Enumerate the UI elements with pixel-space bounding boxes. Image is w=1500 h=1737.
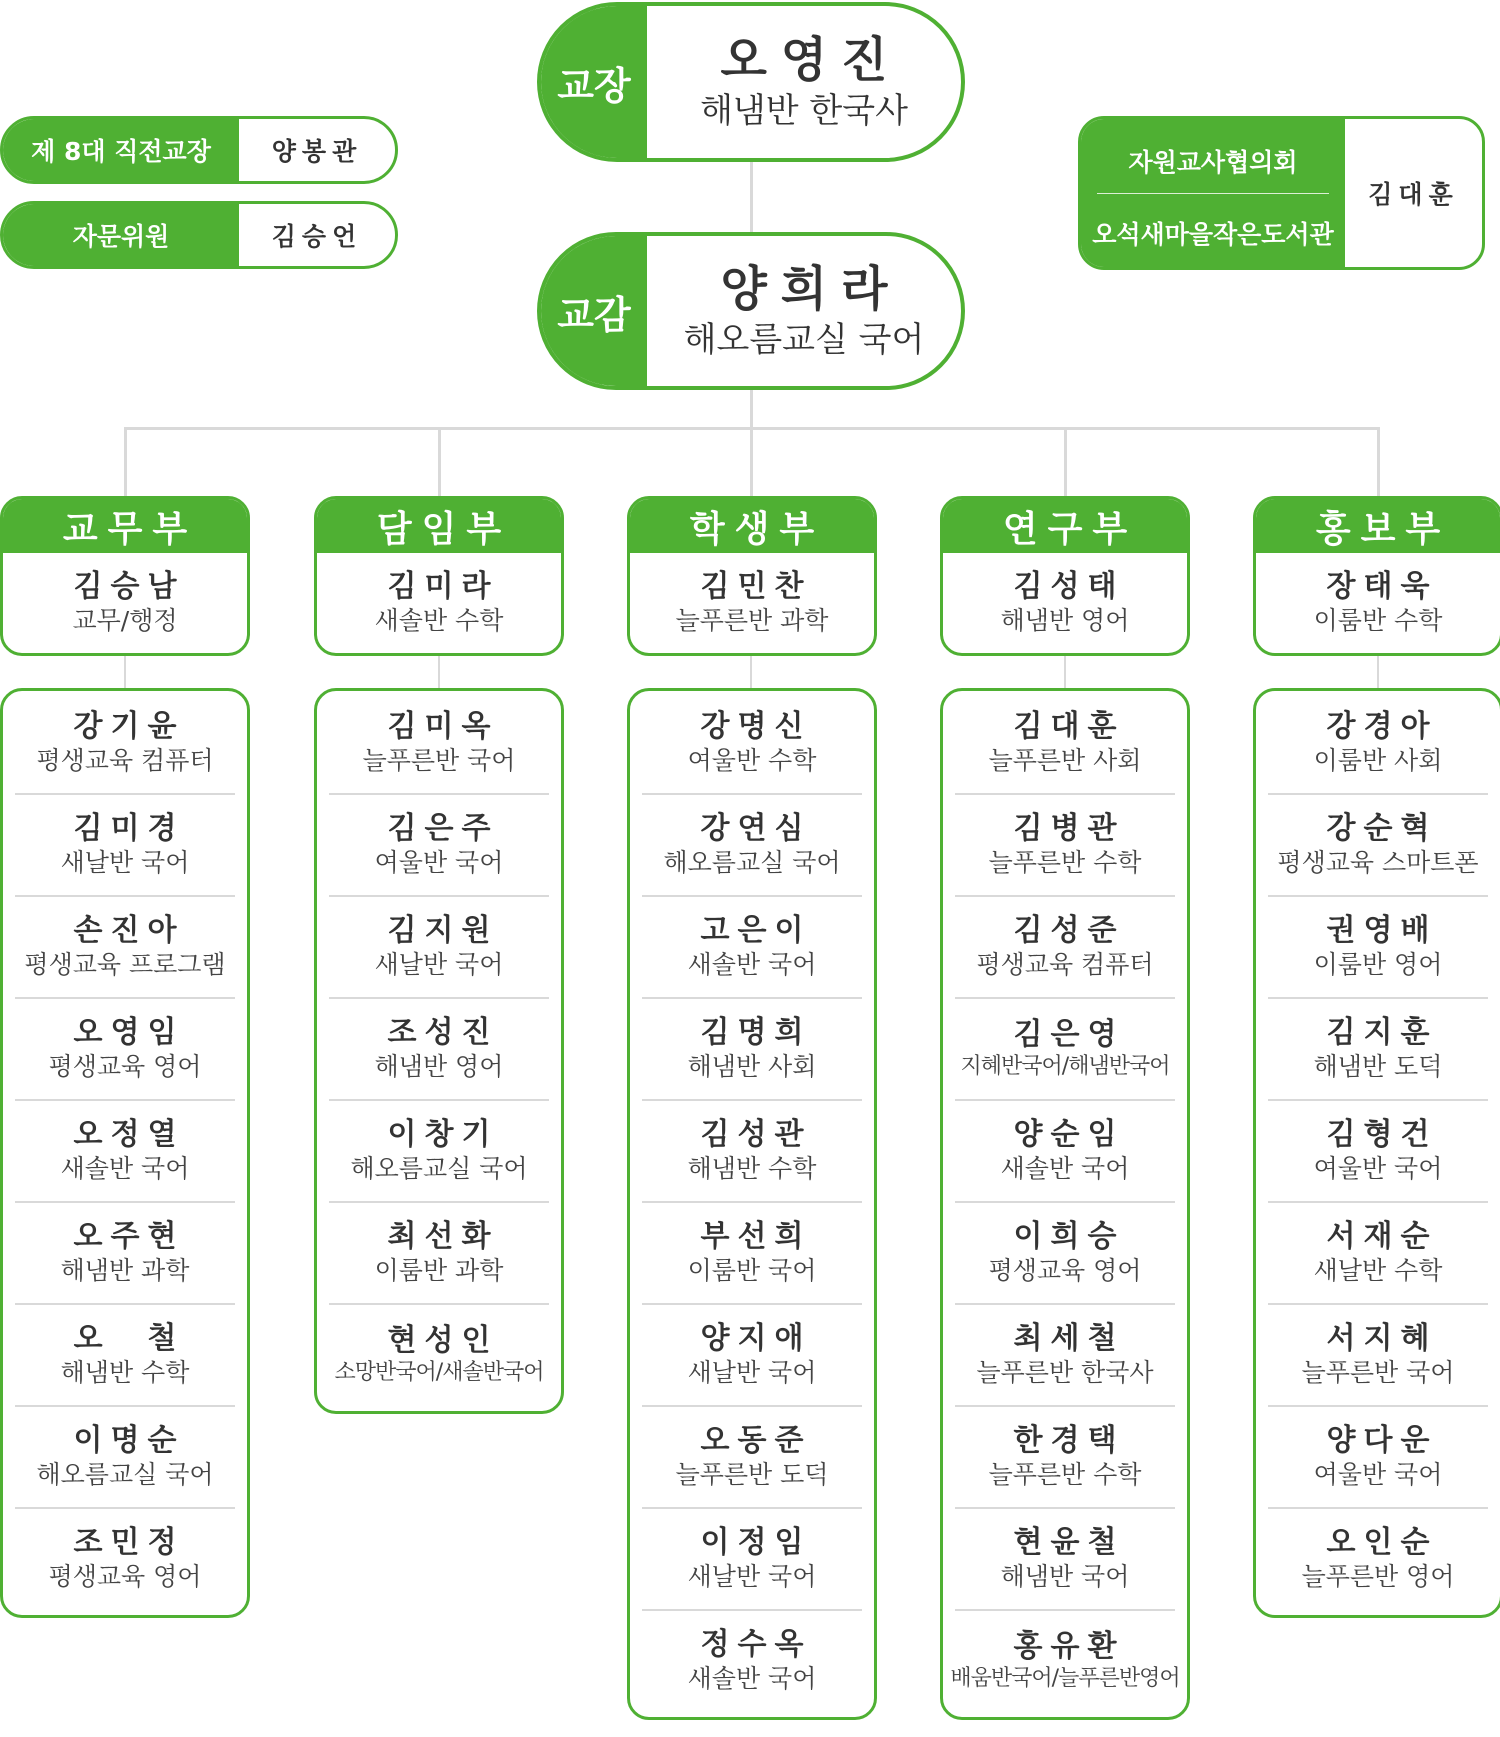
member-row bbox=[955, 795, 1175, 897]
member-row bbox=[1268, 999, 1488, 1101]
member-row bbox=[955, 897, 1175, 999]
member-role: 새솔반 국어 bbox=[687, 949, 817, 979]
member-name: 현성인 bbox=[387, 1322, 499, 1358]
member-role: 해오름교실 국어 bbox=[663, 847, 841, 877]
member-role: 평생교육 영어 bbox=[48, 1561, 202, 1591]
member-name: 오주현 bbox=[73, 1218, 185, 1254]
member-role: 새솔반 국어 bbox=[687, 1663, 817, 1693]
member-name: 김미경 bbox=[73, 810, 185, 846]
department-head-name: 장태욱 bbox=[1326, 568, 1438, 604]
member-row bbox=[329, 897, 549, 999]
department-head-role: 교무/행정 bbox=[72, 605, 178, 635]
member-name: 최세철 bbox=[1013, 1320, 1125, 1356]
principal-card bbox=[537, 2, 965, 162]
member-role: 평생교육 스마트폰 bbox=[1277, 847, 1479, 877]
member-name: 이창기 bbox=[387, 1116, 499, 1152]
member-role: 해오름교실 국어 bbox=[350, 1153, 528, 1183]
member-role: 새솔반 국어 bbox=[60, 1153, 190, 1183]
member-role: 배움반국어/늘푸른반영어 bbox=[950, 1665, 1180, 1691]
member-role: 평생교육 영어 bbox=[48, 1051, 202, 1081]
member-role: 해냄반 도덕 bbox=[1313, 1051, 1443, 1081]
department-head-name: 김승남 bbox=[73, 568, 185, 604]
member-name: 오동준 bbox=[700, 1422, 812, 1458]
member-row bbox=[15, 1305, 235, 1407]
department-head-role: 해냄반 영어 bbox=[1000, 605, 1130, 635]
department-head-name: 김민찬 bbox=[700, 568, 812, 604]
department-head-role: 이룸반 수학 bbox=[1313, 605, 1443, 635]
council-name: 김대훈 bbox=[1368, 180, 1459, 209]
department-name-text: 학생부 bbox=[689, 508, 825, 550]
member-name: 고은이 bbox=[700, 912, 812, 948]
member-row bbox=[1268, 897, 1488, 999]
member-row bbox=[955, 693, 1175, 795]
member-name: 이명순 bbox=[73, 1422, 185, 1458]
member-row bbox=[15, 1407, 235, 1509]
principal-name: 오영진 bbox=[720, 31, 902, 88]
member-row bbox=[15, 795, 235, 897]
member-role: 해냄반 사회 bbox=[687, 1051, 817, 1081]
member-role: 새날반 국어 bbox=[687, 1561, 817, 1591]
member-name: 강기윤 bbox=[73, 708, 185, 744]
member-row bbox=[955, 1203, 1175, 1305]
department-head bbox=[1256, 553, 1500, 653]
member-row bbox=[1268, 795, 1488, 897]
member-row bbox=[1268, 1101, 1488, 1203]
member-name: 이희승 bbox=[1013, 1218, 1125, 1254]
member-row bbox=[1268, 1407, 1488, 1509]
member-row bbox=[642, 1611, 862, 1711]
department-name bbox=[317, 499, 561, 553]
department-card bbox=[0, 496, 250, 656]
department-head-name: 김성태 bbox=[1013, 568, 1125, 604]
member-role: 소망반국어/새솔반국어 bbox=[334, 1359, 544, 1385]
member-role: 여울반 수학 bbox=[687, 745, 817, 775]
former-principal-badge bbox=[0, 116, 398, 184]
member-name: 오 철 bbox=[73, 1320, 185, 1356]
council-divider bbox=[1097, 193, 1329, 194]
member-name: 김은주 bbox=[387, 810, 499, 846]
member-row bbox=[329, 693, 549, 795]
member-role: 늘푸른반 도덕 bbox=[675, 1459, 829, 1489]
council-label-1: 자원교사협의회 bbox=[1128, 148, 1298, 177]
member-name: 부선희 bbox=[700, 1218, 812, 1254]
department-card bbox=[1253, 496, 1500, 656]
department-head-name: 김미라 bbox=[387, 568, 499, 604]
member-name: 이정임 bbox=[700, 1524, 812, 1560]
department-name bbox=[1256, 499, 1500, 553]
member-name: 현윤철 bbox=[1013, 1524, 1125, 1560]
member-row bbox=[642, 897, 862, 999]
member-name: 김성관 bbox=[700, 1116, 812, 1152]
council-box bbox=[1078, 116, 1485, 270]
department-members bbox=[940, 688, 1190, 1720]
member-role: 여울반 국어 bbox=[374, 847, 504, 877]
council-label-2: 오석새마을작은도서관 bbox=[1092, 220, 1334, 249]
member-name: 김대훈 bbox=[1013, 708, 1125, 744]
member-name: 한경택 bbox=[1013, 1422, 1125, 1458]
member-row bbox=[642, 999, 862, 1101]
member-name: 김성준 bbox=[1013, 912, 1125, 948]
member-role: 늘푸른반 한국사 bbox=[976, 1357, 1154, 1387]
member-row bbox=[15, 897, 235, 999]
member-role: 해냄반 영어 bbox=[374, 1051, 504, 1081]
department-members bbox=[627, 688, 877, 1720]
member-role: 이룸반 영어 bbox=[1313, 949, 1443, 979]
member-name: 강명신 bbox=[700, 708, 812, 744]
member-row bbox=[955, 1407, 1175, 1509]
member-row bbox=[955, 1509, 1175, 1611]
member-row bbox=[642, 1407, 862, 1509]
member-row bbox=[15, 693, 235, 795]
member-row bbox=[329, 999, 549, 1101]
member-role: 새날반 수학 bbox=[1313, 1255, 1443, 1285]
vice-principal-role: 해오름교실 국어 bbox=[683, 319, 925, 360]
department-name-text: 교무부 bbox=[62, 508, 198, 550]
department-members bbox=[0, 688, 250, 1618]
member-row bbox=[642, 693, 862, 795]
member-role: 늘푸른반 국어 bbox=[1301, 1357, 1455, 1387]
vice-principal-name: 양희라 bbox=[720, 260, 902, 317]
member-role: 평생교육 프로그램 bbox=[24, 949, 226, 979]
department-head bbox=[943, 553, 1187, 653]
member-name: 서지혜 bbox=[1326, 1320, 1438, 1356]
principal-tag: 교장 bbox=[541, 6, 647, 158]
department-card bbox=[627, 496, 877, 656]
member-role: 이룸반 국어 bbox=[687, 1255, 817, 1285]
department-name bbox=[3, 499, 247, 553]
member-name: 오영임 bbox=[73, 1014, 185, 1050]
member-name: 손진아 bbox=[73, 912, 185, 948]
member-row bbox=[15, 1101, 235, 1203]
department-name-text: 담임부 bbox=[376, 508, 512, 550]
member-role: 평생교육 컴퓨터 bbox=[976, 949, 1154, 979]
member-row bbox=[329, 1101, 549, 1203]
member-name: 강경아 bbox=[1326, 708, 1438, 744]
department-card bbox=[314, 496, 564, 656]
member-role: 여울반 국어 bbox=[1313, 1459, 1443, 1489]
member-name: 강연심 bbox=[700, 810, 812, 846]
member-role: 새날반 국어 bbox=[687, 1357, 817, 1387]
member-name: 김은영 bbox=[1013, 1016, 1125, 1052]
member-row bbox=[1268, 1203, 1488, 1305]
member-name: 김지훈 bbox=[1326, 1014, 1438, 1050]
member-role: 늘푸른반 사회 bbox=[988, 745, 1142, 775]
member-row bbox=[955, 1305, 1175, 1407]
department-head-role: 늘푸른반 과학 bbox=[675, 605, 829, 635]
member-role: 늘푸른반 국어 bbox=[362, 745, 516, 775]
member-role: 지혜반국어/해냄반국어 bbox=[960, 1053, 1170, 1079]
member-name: 김명희 bbox=[700, 1014, 812, 1050]
vice-principal-tag: 교감 bbox=[541, 236, 647, 386]
member-row bbox=[1268, 1305, 1488, 1407]
member-role: 늘푸른반 수학 bbox=[988, 847, 1142, 877]
member-name: 오정열 bbox=[73, 1116, 185, 1152]
member-role: 평생교육 컴퓨터 bbox=[36, 745, 214, 775]
department-members bbox=[314, 688, 564, 1414]
member-role: 새날반 국어 bbox=[374, 949, 504, 979]
member-name: 강순혁 bbox=[1326, 810, 1438, 846]
member-name: 양지애 bbox=[700, 1320, 812, 1356]
member-row bbox=[329, 1203, 549, 1305]
member-row bbox=[1268, 1509, 1488, 1609]
member-name: 권영배 bbox=[1326, 912, 1438, 948]
member-role: 여울반 국어 bbox=[1313, 1153, 1443, 1183]
member-row bbox=[955, 1101, 1175, 1203]
member-row bbox=[642, 1101, 862, 1203]
member-name: 김병관 bbox=[1013, 810, 1125, 846]
member-row bbox=[329, 795, 549, 897]
member-role: 해냄반 국어 bbox=[1000, 1561, 1130, 1591]
department-name bbox=[943, 499, 1187, 553]
former-principal-label: 제 8대 직전교장 bbox=[3, 119, 239, 181]
vice-principal-card bbox=[537, 232, 965, 390]
member-role: 늘푸른반 수학 bbox=[988, 1459, 1142, 1489]
member-role: 새날반 국어 bbox=[60, 847, 190, 877]
member-role: 이룸반 사회 bbox=[1313, 745, 1443, 775]
member-row bbox=[329, 1305, 549, 1405]
member-row bbox=[950, 1611, 1180, 1711]
member-name: 오인순 bbox=[1326, 1524, 1438, 1560]
advisor-label: 자문위원 bbox=[3, 204, 239, 266]
member-row bbox=[955, 999, 1175, 1101]
member-name: 김형건 bbox=[1326, 1116, 1438, 1152]
department-head-role: 새솔반 수학 bbox=[374, 605, 504, 635]
member-role: 새솔반 국어 bbox=[1000, 1153, 1130, 1183]
former-principal-name: 양봉관 bbox=[271, 137, 363, 166]
department-card bbox=[940, 496, 1190, 656]
department-name-text: 홍보부 bbox=[1315, 508, 1451, 550]
member-role: 해냄반 수학 bbox=[60, 1357, 190, 1387]
member-row bbox=[15, 1509, 235, 1609]
department-head bbox=[630, 553, 874, 653]
member-role: 해냄반 과학 bbox=[60, 1255, 190, 1285]
member-name: 서재순 bbox=[1326, 1218, 1438, 1254]
advisor-name: 김승언 bbox=[271, 222, 363, 251]
member-role: 늘푸른반 영어 bbox=[1301, 1561, 1455, 1591]
member-name: 양다운 bbox=[1326, 1422, 1438, 1458]
member-name: 정수옥 bbox=[700, 1626, 812, 1662]
member-name: 김지원 bbox=[387, 912, 499, 948]
department-head bbox=[3, 553, 247, 653]
department-name-text: 연구부 bbox=[1002, 508, 1138, 550]
member-name: 김미옥 bbox=[387, 708, 499, 744]
member-row bbox=[642, 795, 862, 897]
member-name: 조성진 bbox=[387, 1014, 499, 1050]
member-row bbox=[1268, 693, 1488, 795]
principal-role: 해냄반 한국사 bbox=[700, 90, 908, 131]
advisor-badge bbox=[0, 201, 398, 269]
member-row bbox=[15, 1203, 235, 1305]
member-row bbox=[15, 999, 235, 1101]
member-name: 홍유환 bbox=[1013, 1628, 1125, 1664]
member-name: 조민정 bbox=[73, 1524, 185, 1560]
member-row bbox=[642, 1305, 862, 1407]
member-role: 해냄반 수학 bbox=[687, 1153, 817, 1183]
department-members bbox=[1253, 688, 1500, 1618]
member-row bbox=[642, 1203, 862, 1305]
department-head bbox=[317, 553, 561, 653]
member-name: 양순임 bbox=[1013, 1116, 1125, 1152]
department-name bbox=[630, 499, 874, 553]
member-row bbox=[642, 1509, 862, 1611]
member-role: 평생교육 영어 bbox=[988, 1255, 1142, 1285]
member-role: 해오름교실 국어 bbox=[36, 1459, 214, 1489]
member-name: 최선화 bbox=[387, 1218, 499, 1254]
member-role: 이룸반 과학 bbox=[374, 1255, 504, 1285]
